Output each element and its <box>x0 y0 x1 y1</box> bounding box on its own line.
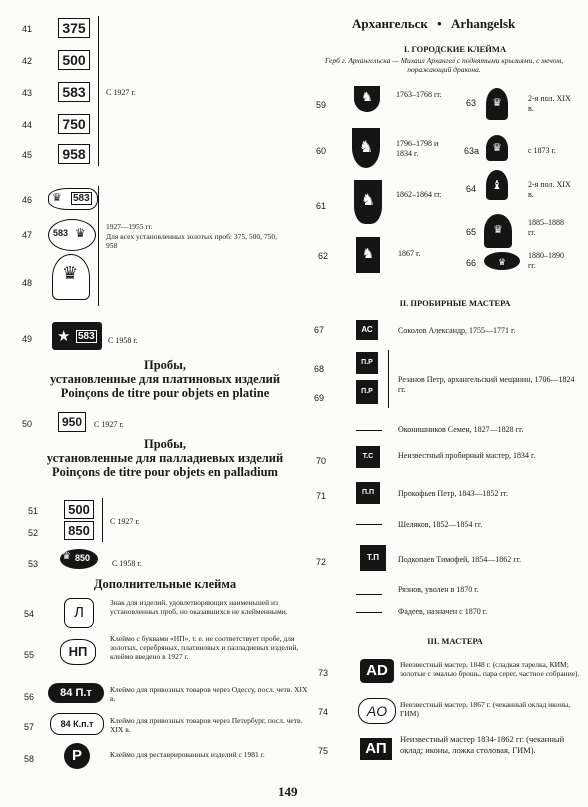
assayer-name: Рязнов, уволен в 1870 г. <box>398 585 479 594</box>
date-note: С 1927 г. <box>110 517 140 526</box>
assayer-hallmark: П.П <box>356 482 380 504</box>
no-mark-dash <box>356 430 382 431</box>
no-mark-dash <box>356 594 382 595</box>
hallmark-shape <box>52 254 90 300</box>
no-mark-dash <box>356 524 382 525</box>
assayer-name: Резанов Петр, архангельский мещанин, 1706—1824 гг. <box>398 375 575 394</box>
master-description: Неизвестный мастер 1834-1862 гг. (чеканный оклад; иконы, ложка столовая, ГИМ). <box>400 734 565 755</box>
row-number: 53 <box>28 559 39 569</box>
hallmark: 958 <box>58 144 90 164</box>
row-number: 46 <box>22 195 33 205</box>
section-note: Герб г. Архангельска — Михаил Архангел с поднятыми крыльями, с мечом, поражающий дракона. <box>325 56 563 74</box>
section-heading: II. ПРОБИРНЫЕ МАСТЕРА <box>399 298 511 308</box>
date-note: С 1958 г. <box>112 559 142 568</box>
row-number: 64 <box>466 184 477 194</box>
date-note: 1867 г. <box>398 249 421 258</box>
page-number: 149 <box>278 784 298 799</box>
row-number: 73 <box>318 668 329 678</box>
archangel-icon: ♞ <box>358 137 374 156</box>
row-number: 70 <box>316 456 327 466</box>
hallmark: 84 П.т <box>48 683 104 703</box>
city-title: Архангельск <box>352 16 428 31</box>
row-number: 55 <box>24 650 35 660</box>
assayer-name: Прокофьев Петр, 1843—1852 гг. <box>398 489 508 498</box>
star-icon: ★ <box>57 327 71 345</box>
hallmark: Р <box>64 743 90 769</box>
row-number: 72 <box>316 557 327 567</box>
row-number: 67 <box>314 325 325 335</box>
kokoshnik-icon: ♛ <box>492 96 502 109</box>
assayer-name: Соколов Александр, 1755—1771 г. <box>398 326 516 335</box>
city-hallmark <box>486 88 508 120</box>
heading-line: Poinçons de titre pour objets en palladium <box>52 465 278 479</box>
assayer-name: Фадеев, назначен с 1870 г. <box>398 607 488 616</box>
kokoshnik-icon: ♛ <box>493 223 503 236</box>
date-note: 1885–1888 гг. <box>528 218 564 237</box>
date-note: 1763–1768 гг. <box>396 90 442 99</box>
mark-description: Клеймо для привозных товаров через Петербург, посл. четв. XIX в. <box>110 716 303 734</box>
no-mark-dash <box>356 612 382 613</box>
row-number: 61 <box>316 201 327 211</box>
city-hallmark <box>486 170 508 200</box>
row-number: 65 <box>466 227 477 237</box>
city-title-latin: Arhangelsk <box>450 16 516 31</box>
row-number: 69 <box>314 393 325 403</box>
assayer-hallmark: П.Р <box>356 380 378 404</box>
section-heading: Дополнительные клейма <box>93 577 237 591</box>
hallmark: 583 <box>73 193 90 204</box>
row-number: 49 <box>22 334 33 344</box>
date-note: 1862–1864 гг. <box>396 190 442 199</box>
master-hallmark: АП <box>360 738 392 760</box>
hallmark: 375 <box>58 18 90 38</box>
group-bracket <box>388 350 389 408</box>
row-number: 56 <box>24 692 35 702</box>
hallmark: 950 <box>58 412 86 432</box>
assayer-name: Шеляков, 1852—1854 гг. <box>398 520 483 529</box>
kokoshnik-icon: ♛ <box>52 191 62 204</box>
section-heading <box>20 437 310 479</box>
hallmark: НП <box>60 639 96 665</box>
row-number: 63 <box>466 98 477 108</box>
archangel-icon: ♞ <box>361 90 373 105</box>
row-number: 50 <box>22 419 33 429</box>
assayer-hallmark: Т.П <box>360 545 386 571</box>
hallmark-shape <box>48 219 96 251</box>
hallmark: 850 <box>75 553 91 563</box>
kokoshnik-icon: ♛ <box>497 258 507 268</box>
kokoshnik-icon: ♛ <box>75 226 86 240</box>
date-note: С 1958 г. <box>108 336 138 345</box>
heading-line: Пробы, <box>143 358 187 372</box>
hallmark: 750 <box>58 114 90 134</box>
hallmark-shape <box>60 549 98 569</box>
row-number: 74 <box>318 707 329 717</box>
row-number: 62 <box>318 251 329 261</box>
kokoshnik-icon: ♛ <box>492 141 502 154</box>
section-heading: I. ГОРОДСКИЕ КЛЕЙМА <box>403 44 507 54</box>
heading-line: Poinçons de titre pour objets en platine <box>60 386 270 400</box>
heading-line: Пробы, <box>143 437 187 451</box>
assayer-name: Неизвестный пробирный мастер, 1834 г. <box>398 451 536 460</box>
row-number: 52 <box>28 528 39 538</box>
hallmark: Л <box>64 598 94 628</box>
hallmark: 500 <box>58 50 90 70</box>
city-hallmark <box>486 135 508 161</box>
hallmark: 850 <box>64 521 94 540</box>
mark-description: Клеймо для реставрированных изделий с 1981 г. <box>110 750 265 759</box>
date-note: 2-я пол. XIX в. <box>528 94 571 113</box>
group-bracket <box>98 186 99 306</box>
row-number: 54 <box>24 609 35 619</box>
city-hallmark <box>352 128 380 168</box>
hallmark: 84 К.п.т <box>50 713 104 735</box>
master-hallmark: AD <box>360 659 394 683</box>
heading-line: установленные для палладиевых изделий <box>46 451 284 465</box>
mark-description: Клеймо для привозных товаров через Одессу, посл. четв. XIX в. <box>110 685 308 703</box>
kokoshnik-icon: ♛ <box>62 263 79 284</box>
archangel-icon: ♞ <box>360 190 376 209</box>
chess-knight-icon: ♝ <box>491 178 503 192</box>
assayer-name: Оконишников Семен, 1827—1828 гг. <box>398 425 524 434</box>
row-number: 47 <box>22 230 33 240</box>
kokoshnik-icon: ♛ <box>62 551 71 562</box>
row-number: 71 <box>316 491 327 501</box>
date-note: С 1927 г. <box>94 420 124 429</box>
row-number: 58 <box>24 754 35 764</box>
page-title <box>352 16 515 32</box>
assayer-name: Подкопаев Тимофей, 1854—1862 гг. <box>398 555 521 564</box>
row-number: 44 <box>22 120 33 130</box>
section-heading <box>20 358 310 400</box>
city-hallmark <box>354 180 382 224</box>
date-note: с 1873 г. <box>528 146 556 155</box>
assayer-hallmark: Т.С <box>356 446 380 468</box>
hallmark-shape <box>52 322 102 350</box>
row-number: 42 <box>22 56 33 66</box>
group-bracket <box>102 498 103 542</box>
row-number: 59 <box>316 100 327 110</box>
date-note: 1796–1798 и 1834 г. <box>396 139 439 158</box>
note-text: Для всех установленных золотых проб: 375, 500, 750, 958 <box>106 232 278 250</box>
row-number: 63а <box>464 146 480 156</box>
hallmark: 500 <box>64 500 94 519</box>
date-note: С 1927 г. <box>106 88 136 97</box>
title-bullet: • <box>437 16 442 31</box>
heading-line: установленные для платиновых изделий <box>49 372 281 386</box>
assayer-hallmark: П.Р <box>356 352 378 374</box>
hallmark: 583 <box>58 82 90 102</box>
mark-description: Клеймо с буквами «НП», т. е. не соответствует пробе, для золотых, серебряных, платиновых и палладиевых изделий, клеймо введено в 1927 г. <box>110 634 299 661</box>
hallmark: 583 <box>53 228 69 238</box>
archangel-icon: ♞ <box>361 246 375 262</box>
city-hallmark <box>484 214 512 248</box>
hallmark-shape <box>48 188 98 210</box>
hallmark: 583 <box>78 331 95 342</box>
assayer-hallmark: АС <box>356 320 378 340</box>
row-number: 60 <box>316 146 327 156</box>
row-number: 41 <box>22 24 33 34</box>
mark-description: Знак для изделий, удовлетворяющих наименьшей из установленных проб, но оказавшихся не клейменными. <box>110 598 288 616</box>
city-hallmark <box>356 237 380 273</box>
row-number: 43 <box>22 88 33 98</box>
group-bracket <box>98 16 99 166</box>
row-number: 51 <box>28 506 39 516</box>
date-note: 1880–1890 гг. <box>528 251 564 270</box>
date-note: 2-я пол. XIX в. <box>528 180 571 199</box>
master-description: Неизвестный мастер, 1848 г. (сладкая тарелка, КИМ; золотые с эмалью брошь, пара серег, частное собрание). <box>400 660 580 678</box>
row-number: 66 <box>466 258 477 268</box>
city-hallmark <box>484 252 520 270</box>
row-number: 57 <box>24 722 35 732</box>
date-note: 1927—1955 гг. <box>106 222 153 231</box>
row-number: 48 <box>22 278 33 288</box>
city-hallmark <box>354 86 380 112</box>
master-description: Неизвестный мастер, 1867 г. (чеканный оклад иконы, ГИМ) <box>400 700 571 718</box>
row-number: 68 <box>314 364 325 374</box>
row-number: 45 <box>22 150 33 160</box>
section-heading: III. МАСТЕРА <box>427 636 483 646</box>
master-hallmark: AO <box>358 698 396 724</box>
row-number: 75 <box>318 746 329 756</box>
